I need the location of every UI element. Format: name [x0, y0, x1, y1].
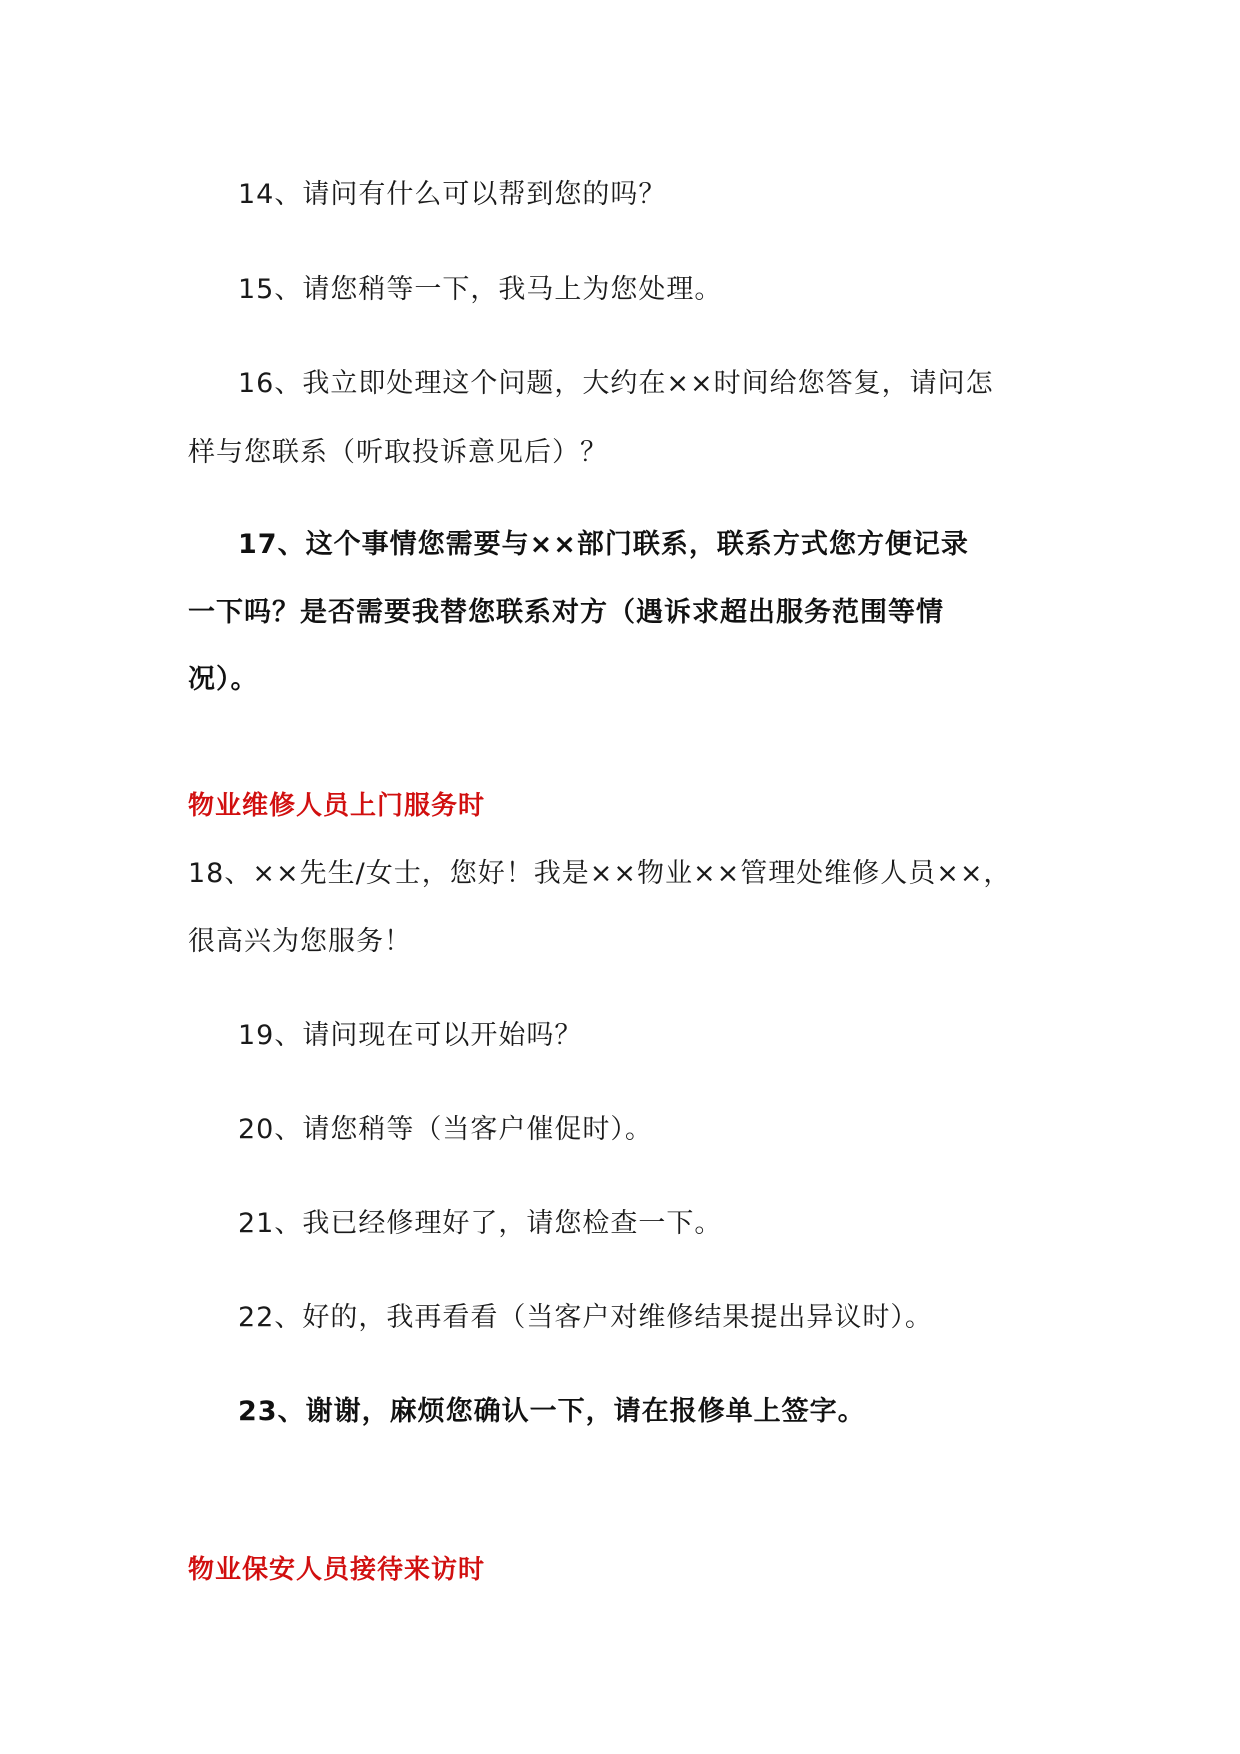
item-17-line-3: 况）。 [188, 664, 259, 695]
item-15: 15、请您稍等一下，我马上为您处理。 [238, 274, 723, 305]
section-heading-security: 物业保安人员接待来访时 [188, 1555, 486, 1585]
item-23: 23、谢谢，麻烦您确认一下，请在报修单上签字。 [238, 1396, 866, 1427]
item-14: 14、请问有什么可以帮到您的吗？ [238, 179, 667, 210]
item-16-line-2: 样与您联系（听取投诉意见后）？ [188, 437, 608, 468]
item-17-line-1: 17、这个事情您需要与××部门联系，联系方式您方便记录 [238, 529, 969, 560]
item-17-line-2: 一下吗？是否需要我替您联系对方（遇诉求超出服务范围等情 [188, 597, 944, 628]
item-22: 22、好的，我再看看（当客户对维修结果提出异议时）。 [238, 1302, 933, 1333]
item-18-line-1: 18、××先生/女士，您好！我是××物业××管理处维修人员××， [188, 858, 1012, 889]
section-heading-repair: 物业维修人员上门服务时 [188, 791, 486, 821]
item-20: 20、请您稍等（当客户催促时）。 [238, 1114, 653, 1145]
item-18-line-2: 很高兴为您服务！ [188, 926, 412, 957]
item-16-line-1: 16、我立即处理这个问题，大约在××时间给您答复，请问怎 [238, 368, 994, 399]
item-21: 21、我已经修理好了，请您检查一下。 [238, 1208, 723, 1239]
item-19: 19、请问现在可以开始吗？ [238, 1020, 583, 1051]
